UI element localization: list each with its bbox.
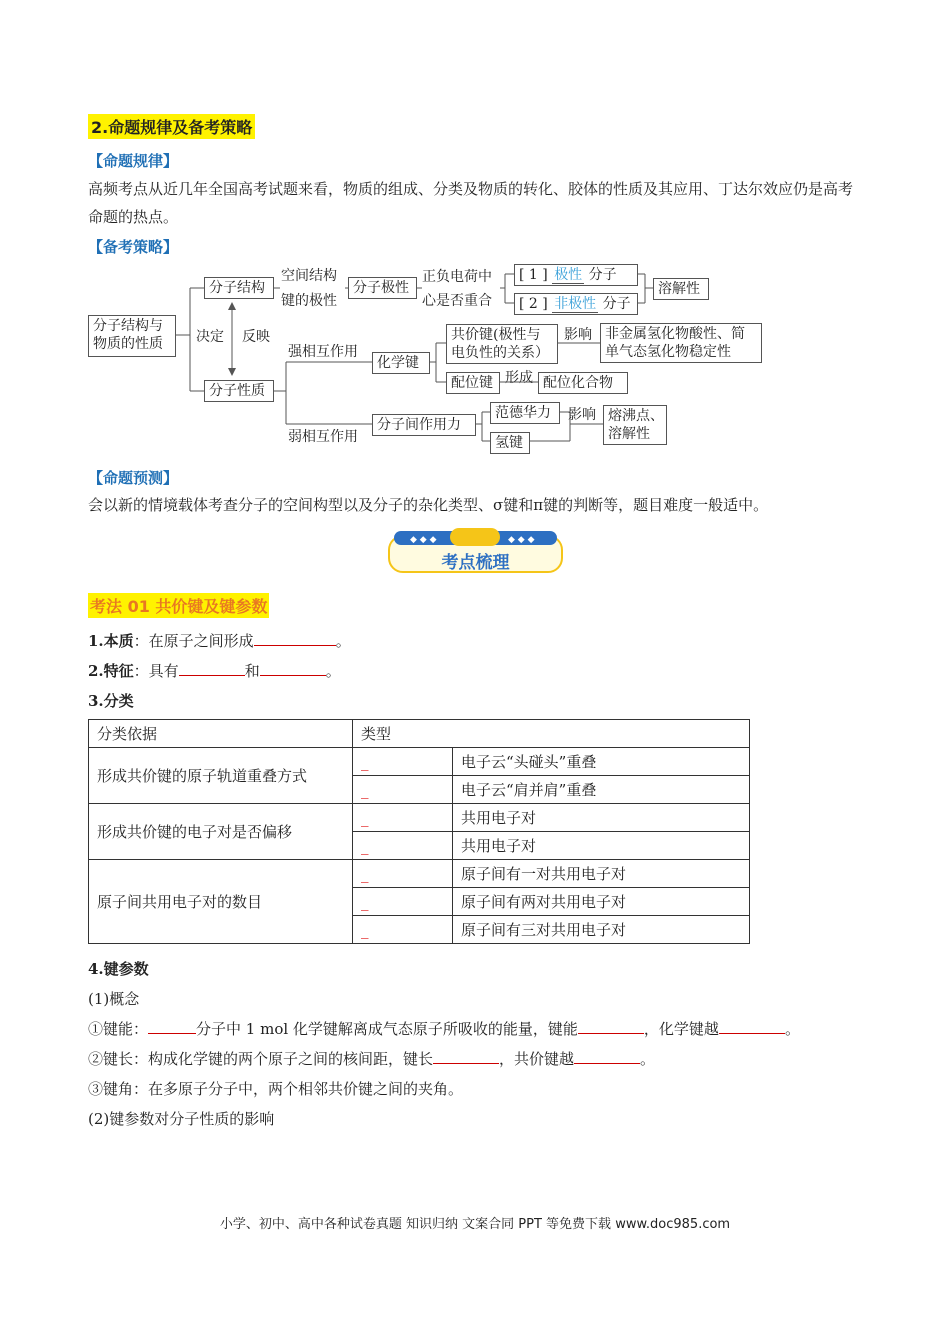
polar-item-box bbox=[514, 264, 638, 286]
charge-center-2: 心是否重合 bbox=[422, 293, 492, 309]
item-1-text: ：在原子之间形成 bbox=[133, 632, 254, 650]
tag-predict: 【命题预测】 bbox=[88, 469, 179, 487]
table-cell: 电子云“头碰头”重叠 bbox=[453, 748, 750, 776]
footer: 小学、初中、高中各种试卷真题 知识归纳 文案合同 PPT 等免费下载 www.doc985.com bbox=[219, 1217, 731, 1232]
blank-length-2[interactable] bbox=[574, 1049, 640, 1064]
polar-item-suffix: 分子 bbox=[588, 267, 617, 283]
item-4-label: 4.键参数 bbox=[88, 960, 149, 978]
intermol-box: 分子间作用力 bbox=[372, 414, 476, 436]
covalent-line-2: 电负性的关系） bbox=[451, 345, 549, 361]
decide-label: 决定 bbox=[196, 329, 224, 345]
item-2-text: ：具有 bbox=[133, 662, 179, 680]
mp-box bbox=[603, 405, 667, 445]
structure-box: 分子结构 bbox=[204, 277, 274, 299]
section-banner bbox=[388, 528, 563, 574]
table-basis: 形成共价键的原子轨道重叠方式 bbox=[89, 748, 353, 804]
section-title: 2.命题规律及备考策略 bbox=[88, 114, 255, 139]
item-2 bbox=[88, 660, 341, 681]
item-2-and: 和 bbox=[244, 662, 260, 680]
polar-item-word: 极性 bbox=[554, 267, 583, 283]
mol-polarity-box: 分子极性 bbox=[348, 277, 417, 299]
coord-bond-box: 配位键 bbox=[446, 372, 500, 394]
covalent-box bbox=[446, 324, 558, 364]
length-b: ，共价键越 bbox=[499, 1050, 575, 1068]
spatial-label: 空间结构 bbox=[281, 268, 337, 284]
nonpolar-item-suffix: 分子 bbox=[602, 296, 631, 312]
nonmetal-line-1: 非金属氢化物酸性、简 bbox=[605, 326, 745, 342]
table-head-basis: 分类依据 bbox=[89, 720, 353, 748]
predict-text: 会以新的情境载体考查分子的空间构型以及分子的杂化类型、σ键和π键的判断等，题目难度一般适中。 bbox=[88, 496, 769, 514]
svg-text:◆ ◆ ◆: ◆ ◆ ◆ bbox=[410, 535, 437, 545]
bond-polarity-label: 键的极性 bbox=[281, 293, 337, 309]
charge-center-1: 正负电荷中 bbox=[422, 269, 492, 285]
table-cell: 原子间有两对共用电子对 bbox=[453, 888, 750, 916]
table-row bbox=[89, 804, 750, 832]
item-1 bbox=[88, 630, 351, 651]
table-head-type: 类型 bbox=[353, 720, 750, 748]
table-header-row bbox=[89, 720, 750, 748]
item-1-end: 。 bbox=[335, 632, 351, 650]
influence-label-1: 影响 bbox=[564, 327, 592, 343]
concept-map bbox=[0, 0, 950, 470]
item-1-label: 1.本质 bbox=[88, 632, 134, 650]
reflect-label: 反映 bbox=[242, 329, 270, 345]
polar-item-num: [ 1 ] bbox=[519, 267, 548, 283]
table-blank[interactable]: _ bbox=[353, 860, 453, 888]
bond-energy-line bbox=[88, 1018, 800, 1039]
table-basis: 原子间共用电子对的数目 bbox=[89, 860, 353, 944]
energy-d: 。 bbox=[784, 1020, 800, 1038]
table-blank[interactable]: _ bbox=[353, 776, 453, 804]
energy-b: 分子中 1 mol 化学键解离成气态原子所吸收的能量，键能 bbox=[196, 1020, 578, 1038]
chem-bond-box: 化学键 bbox=[372, 352, 430, 374]
blank-3[interactable] bbox=[260, 661, 326, 676]
table-cell: 原子间有一对共用电子对 bbox=[453, 860, 750, 888]
table-blank[interactable]: _ bbox=[353, 832, 453, 860]
blank-length-1[interactable] bbox=[433, 1049, 499, 1064]
table-cell: 原子间有三对共用电子对 bbox=[453, 916, 750, 944]
table-blank[interactable]: _ bbox=[353, 916, 453, 944]
length-c: 。 bbox=[640, 1050, 656, 1068]
banner-text: 考点梳理 bbox=[441, 553, 510, 573]
length-a: ②键长：构成化学键的两个原子之间的核间距，键长 bbox=[88, 1050, 434, 1068]
energy-a: ①键能： bbox=[88, 1020, 149, 1038]
bond-angle-line: ③键角：在多原子分子中，两个相邻共价键之间的夹角。 bbox=[88, 1080, 464, 1098]
blank-2[interactable] bbox=[179, 661, 245, 676]
weak-label: 弱相互作用 bbox=[288, 429, 358, 445]
table-row bbox=[89, 860, 750, 888]
blank-energy-2[interactable] bbox=[578, 1019, 644, 1034]
effect-heading: (2)键参数对分子性质的影响 bbox=[88, 1110, 275, 1128]
table-cell: 共用电子对 bbox=[453, 832, 750, 860]
item-3-label: 3.分类 bbox=[88, 692, 134, 710]
nonpolar-item-box bbox=[514, 293, 638, 315]
mp-line-2: 溶解性 bbox=[608, 426, 650, 442]
table-blank[interactable]: _ bbox=[353, 804, 453, 832]
tag-rules: 【命题规律】 bbox=[88, 152, 179, 170]
nonmetal-box bbox=[600, 323, 762, 363]
item-2-end: 。 bbox=[325, 662, 341, 680]
strong-label: 强相互作用 bbox=[288, 344, 358, 360]
property-box: 分子性质 bbox=[204, 380, 274, 402]
table-cell: 电子云“肩并肩”重叠 bbox=[453, 776, 750, 804]
method-title: 考法 01 共价键及键参数 bbox=[88, 593, 269, 618]
influence-label-2: 影响 bbox=[568, 407, 596, 423]
root-box: 分子结构与物质的性质 bbox=[88, 315, 176, 357]
table-basis: 形成共价键的电子对是否偏移 bbox=[89, 804, 353, 860]
energy-c: ，化学键越 bbox=[643, 1020, 719, 1038]
coord-compound-box: 配位化合物 bbox=[538, 372, 628, 394]
tag-strategy: 【备考策略】 bbox=[88, 238, 179, 256]
covalent-line-1: 共价键(极性与 bbox=[451, 327, 541, 343]
table-blank[interactable]: _ bbox=[353, 888, 453, 916]
table-cell: 共用电子对 bbox=[453, 804, 750, 832]
mp-line-1: 熔沸点、 bbox=[608, 408, 664, 424]
nonpolar-item-num: [ 2 ] bbox=[519, 296, 548, 312]
rules-text: 高频考点从近几年全国高考试题来看，物质的组成、分类及物质的转化、胶体的性质及其应用、丁达尔效应仍是高考命题的热点。 bbox=[88, 180, 854, 226]
nonmetal-line-2: 单气态氢化物稳定性 bbox=[605, 344, 731, 360]
table-row bbox=[89, 748, 750, 776]
nonpolar-item-word: 非极性 bbox=[554, 296, 597, 312]
hbond-box: 氢键 bbox=[490, 432, 530, 454]
classification-table bbox=[88, 719, 750, 944]
blank-energy-3[interactable] bbox=[719, 1019, 785, 1034]
item-2-label: 2.特征 bbox=[88, 662, 134, 680]
blank-1[interactable] bbox=[254, 631, 336, 646]
svg-text:◆ ◆ ◆: ◆ ◆ ◆ bbox=[508, 535, 535, 545]
vdw-box: 范德华力 bbox=[490, 402, 560, 424]
blank-energy-1[interactable] bbox=[148, 1019, 196, 1034]
table-blank[interactable]: _ bbox=[353, 748, 453, 776]
bond-length-line bbox=[88, 1048, 655, 1069]
solubility-box: 溶解性 bbox=[653, 278, 709, 300]
concept-heading: (1)概念 bbox=[88, 990, 140, 1008]
form-label: 形成 bbox=[505, 370, 533, 386]
connector-lines bbox=[0, 0, 950, 470]
